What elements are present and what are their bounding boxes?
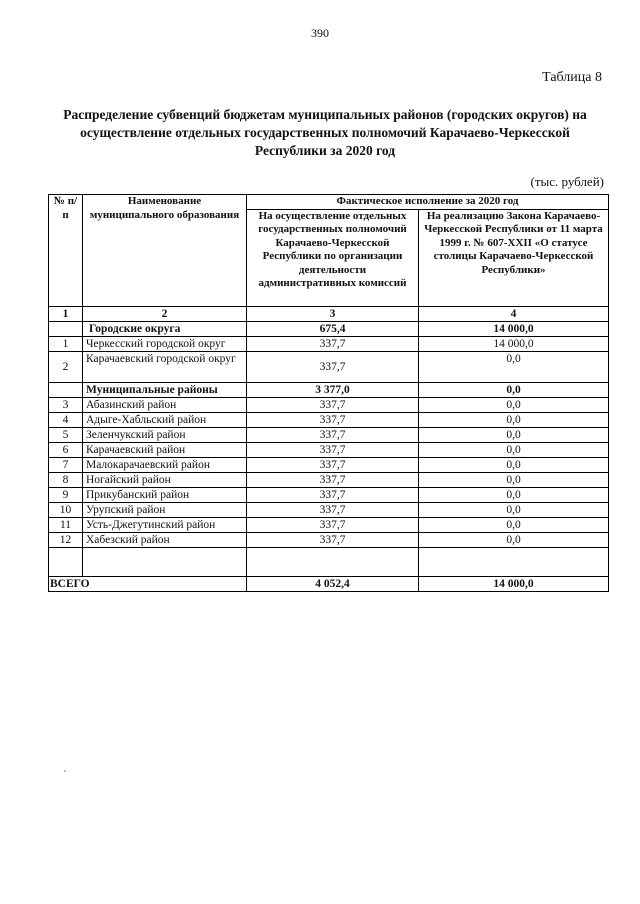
row-col3: 337,7 <box>247 472 419 487</box>
row-name: Адыге-Хабльский район <box>83 412 247 427</box>
table-row <box>49 472 609 487</box>
row-col3: 337,7 <box>247 517 419 532</box>
row-col4: 0,0 <box>419 457 609 472</box>
row-col3: 337,7 <box>247 351 419 382</box>
row-col4: 0,0 <box>419 532 609 547</box>
row-col4: 0,0 <box>419 487 609 502</box>
header-name: Наименование муниципального образования <box>83 195 247 307</box>
group-row-municipal <box>49 382 609 397</box>
row-num: 7 <box>49 457 83 472</box>
row-num: 4 <box>49 412 83 427</box>
group-col3: 675,4 <box>247 321 419 336</box>
header-col4: На реализацию Закона Карачаево-Черкесской Республики от 11 марта 1999 г. № 607-XXII «О статусе столицы Карачаево-Черкесской Республики» <box>419 209 609 306</box>
row-name: Ногайский район <box>83 472 247 487</box>
row-num: 12 <box>49 532 83 547</box>
row-col3: 337,7 <box>247 412 419 427</box>
row-name: Черкесский городской округ <box>83 336 247 351</box>
table-row <box>49 457 609 472</box>
row-col3: 337,7 <box>247 457 419 472</box>
row-col3: 337,7 <box>247 532 419 547</box>
row-col4: 0,0 <box>419 517 609 532</box>
row-num: 1 <box>49 336 83 351</box>
row-col3: 337,7 <box>247 487 419 502</box>
table-row <box>49 517 609 532</box>
table-row <box>49 397 609 412</box>
group-col4: 0,0 <box>419 382 609 397</box>
table-row <box>49 412 609 427</box>
total-row <box>49 576 609 591</box>
column-number: 3 <box>247 306 419 321</box>
row-name: Хабезский район <box>83 532 247 547</box>
document-title: Распределение субвенций бюджетам муниципальных районов (городских округов) на осуществление отдельных государственных полномочий Карачаево-Черкесской Республики за 2020 год <box>63 107 587 158</box>
row-name: Малокарачаевский район <box>83 457 247 472</box>
group-name: Муниципальные районы <box>83 382 247 397</box>
row-num: 10 <box>49 502 83 517</box>
row-name: Усть-Джегутинский район <box>83 517 247 532</box>
row-col3: 337,7 <box>247 442 419 457</box>
row-col3: 337,7 <box>247 336 419 351</box>
column-number: 4 <box>419 306 609 321</box>
total-col3: 4 052,4 <box>247 576 419 591</box>
column-number: 1 <box>49 306 83 321</box>
row-col4: 0,0 <box>419 351 609 382</box>
row-name: Карачаевский район <box>83 442 247 457</box>
page-number: 390 <box>311 26 329 40</box>
row-col4: 0,0 <box>419 412 609 427</box>
row-name: Урупский район <box>83 502 247 517</box>
header-num: № п/п <box>49 195 83 307</box>
column-numbers-row <box>49 306 609 321</box>
row-col4: 0,0 <box>419 397 609 412</box>
table-row <box>49 336 609 351</box>
row-col3: 337,7 <box>247 427 419 442</box>
row-num: 5 <box>49 427 83 442</box>
unit-note: (тыс. рублей) <box>530 174 604 189</box>
subsidy-distribution-table <box>48 194 609 592</box>
header-group: Фактическое исполнение за 2020 год <box>247 195 609 210</box>
row-num: 2 <box>49 351 83 382</box>
column-number: 2 <box>83 306 247 321</box>
table-row <box>49 427 609 442</box>
row-num: 11 <box>49 517 83 532</box>
total-label: ВСЕГО <box>49 576 247 591</box>
row-col3: 337,7 <box>247 397 419 412</box>
row-col4: 0,0 <box>419 502 609 517</box>
row-name: Зеленчукский район <box>83 427 247 442</box>
empty-row <box>49 547 609 576</box>
scan-artifact <box>64 770 66 772</box>
table-label: Таблица 8 <box>542 70 602 85</box>
group-col4: 14 000,0 <box>419 321 609 336</box>
row-col3: 337,7 <box>247 502 419 517</box>
table-row <box>49 487 609 502</box>
total-col4: 14 000,0 <box>419 576 609 591</box>
row-name: Прикубанский район <box>83 487 247 502</box>
header-col3: На осуществление отдельных государственных полномочий Карачаево-Черкесской Республики по организации деятельности административных комиссий <box>247 209 419 306</box>
table-row <box>49 532 609 547</box>
row-num: 3 <box>49 397 83 412</box>
row-name: Абазинский район <box>83 397 247 412</box>
group-num <box>49 382 83 397</box>
row-num: 9 <box>49 487 83 502</box>
group-row-urban <box>49 321 609 336</box>
row-name: Карачаевский городской округ <box>83 351 247 382</box>
row-num: 6 <box>49 442 83 457</box>
row-col4: 0,0 <box>419 472 609 487</box>
row-col4: 0,0 <box>419 427 609 442</box>
table-row <box>49 351 609 382</box>
group-col3: 3 377,0 <box>247 382 419 397</box>
row-col4: 0,0 <box>419 442 609 457</box>
table-row <box>49 502 609 517</box>
group-num <box>49 321 83 336</box>
table-row <box>49 442 609 457</box>
row-num: 8 <box>49 472 83 487</box>
row-col4: 14 000,0 <box>419 336 609 351</box>
group-name: Городские округа <box>83 321 247 336</box>
